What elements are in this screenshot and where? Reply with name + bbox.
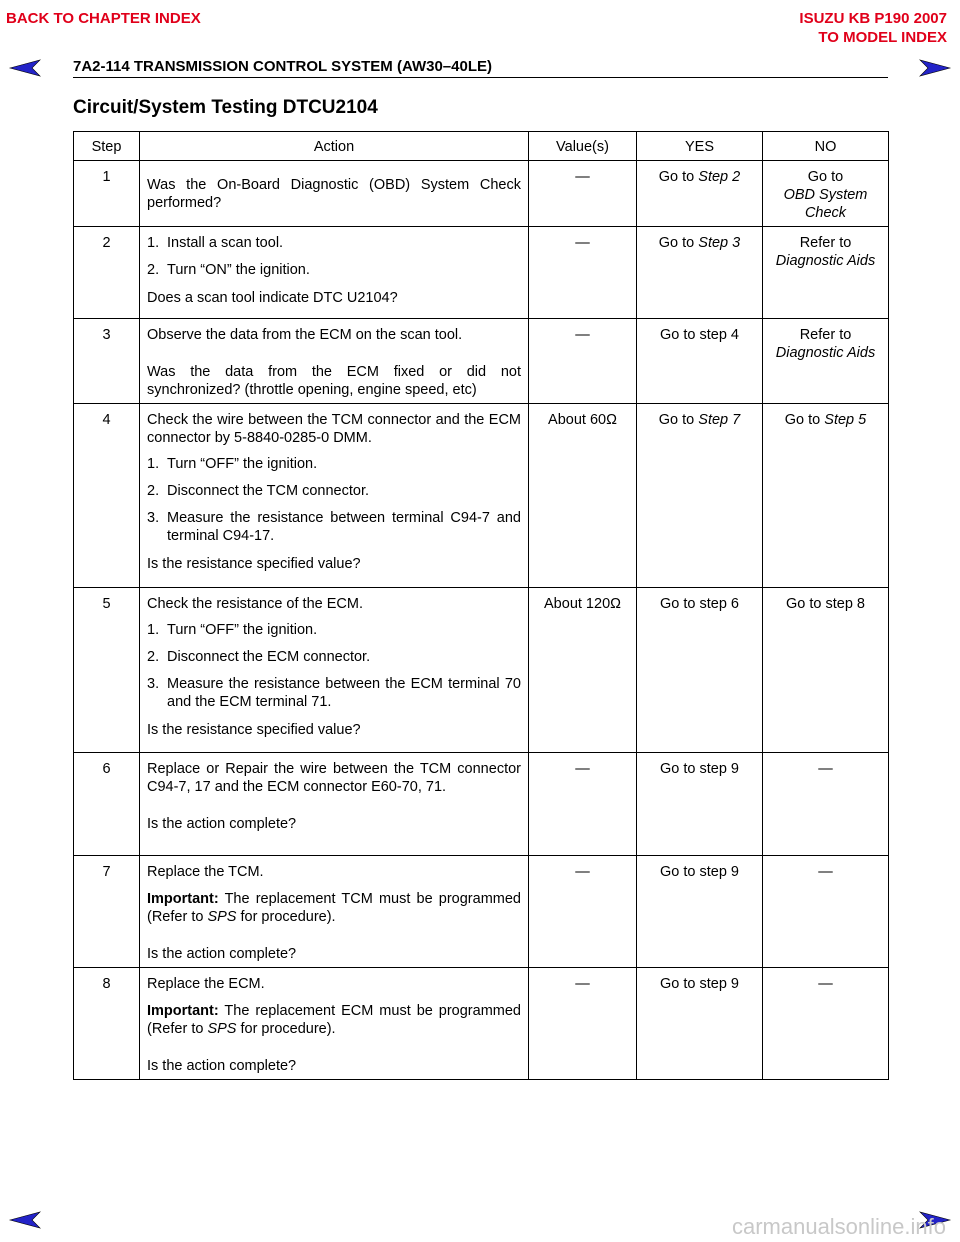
no-cell: — xyxy=(763,856,889,968)
action-question: Is the action complete? xyxy=(147,1058,297,1074)
yes-cell: Go to step 6 xyxy=(637,588,763,753)
value-cell: — xyxy=(529,968,637,1080)
list-item: 1. Turn “OFF” the ignition. xyxy=(147,622,318,638)
action-text: Replace the ECM. xyxy=(147,976,265,992)
no-cell: Refer to Diagnostic Aids xyxy=(763,319,889,404)
no-cell: — xyxy=(763,968,889,1080)
step-number: 7 xyxy=(74,856,140,968)
step-number: 8 xyxy=(74,968,140,1080)
action-list xyxy=(147,234,521,279)
action-text: Replace the TCM. xyxy=(147,864,264,880)
no-step-link: Step 5 xyxy=(824,412,867,428)
sps-reference: SPS xyxy=(207,1021,237,1037)
action-question: Does a scan tool indicate DTC U2104? xyxy=(147,290,398,306)
action-text: Was the On-Board Diagnostic (OBD) System Check performed? xyxy=(147,177,521,211)
action-text: Observe the data from the ECM on the scan tool. xyxy=(147,327,463,343)
table-row xyxy=(74,161,889,227)
yes-step-link: Step 3 xyxy=(698,235,741,251)
yes-cell: Go to step 4 xyxy=(637,319,763,404)
action-cell xyxy=(140,404,529,588)
sps-reference: SPS xyxy=(207,909,237,925)
value-cell: About 120Ω xyxy=(529,588,637,753)
list-item: 1. Turn “OFF” the ignition. xyxy=(147,456,318,472)
no-reference: Diagnostic Aids xyxy=(775,253,876,269)
watermark: carmanualsonline.info xyxy=(731,1214,946,1239)
header-action: Action xyxy=(140,132,529,161)
yes-cell: Go to step 9 xyxy=(637,968,763,1080)
list-item: 3. Measure the resistance between the ECM terminal 70 and the ECM terminal 71. xyxy=(147,676,521,710)
action-list xyxy=(147,621,521,711)
table-row xyxy=(74,968,889,1080)
important-label: Important: xyxy=(147,1003,219,1019)
step-number: 1 xyxy=(74,161,140,227)
table-row xyxy=(74,856,889,968)
step-number: 6 xyxy=(74,753,140,856)
yes-step-link: Step 7 xyxy=(698,412,741,428)
header-step: Step xyxy=(74,132,140,161)
yes-step-link: Step 2 xyxy=(698,169,741,185)
action-text: Check the resistance of the ECM. xyxy=(147,596,363,612)
table-row xyxy=(74,319,889,404)
yes-cell: Go to step 9 xyxy=(637,856,763,968)
action-text: Replace or Repair the wire between the TCM connector C94-7, 17 and the ECM connector E60-70, 71. xyxy=(147,761,521,795)
action-cell xyxy=(140,968,529,1080)
no-cell: Go to step 8 xyxy=(763,588,889,753)
no-prefix: Go to xyxy=(807,169,844,185)
yes-prefix: Go to xyxy=(658,169,699,185)
value-cell: — xyxy=(529,753,637,856)
header-yes: YES xyxy=(637,132,763,161)
step-number: 3 xyxy=(74,319,140,404)
no-cell: Go to Step 5 xyxy=(763,404,889,588)
action-question: Is the resistance specified value? xyxy=(147,556,361,572)
back-to-chapter-index-link[interactable]: BACK TO CHAPTER INDEX xyxy=(6,10,201,27)
model-title-link[interactable]: ISUZU KB P190 2007 xyxy=(799,10,947,27)
table-header-row xyxy=(74,132,889,161)
action-cell xyxy=(140,753,529,856)
step-number: 5 xyxy=(74,588,140,753)
value-cell: — xyxy=(529,227,637,319)
important-label: Important: xyxy=(147,891,219,907)
value-cell: About 60Ω xyxy=(529,404,637,588)
page-header: 7A2-114 TRANSMISSION CONTROL SYSTEM (AW30–40LE) xyxy=(73,58,492,75)
yes-cell: Go to Step 3 xyxy=(637,227,763,319)
important-note: Important: The replacement TCM must be programmed (Refer to SPS for procedure). xyxy=(147,891,521,925)
list-item: 2. Disconnect the ECM connector. xyxy=(147,649,371,665)
next-page-arrow-icon[interactable] xyxy=(918,58,952,78)
table-row xyxy=(74,227,889,319)
header-divider xyxy=(73,77,888,78)
action-list xyxy=(147,455,521,545)
action-question: Was the data from the ECM fixed or did not synchronized? (throttle opening, engine speed, etc) xyxy=(147,364,521,398)
action-question: Is the resistance specified value? xyxy=(147,722,361,738)
table-row xyxy=(74,404,889,588)
no-reference: Diagnostic Aids xyxy=(775,345,876,361)
value-cell: — xyxy=(529,856,637,968)
previous-page-arrow-icon-bottom[interactable] xyxy=(8,1210,42,1230)
step-number: 4 xyxy=(74,404,140,588)
action-cell xyxy=(140,588,529,753)
no-cell xyxy=(763,161,889,227)
diagnostic-table xyxy=(73,131,889,1080)
previous-page-arrow-icon[interactable] xyxy=(8,58,42,78)
action-cell xyxy=(140,161,529,227)
step-number: 2 xyxy=(74,227,140,319)
list-item: 2. Turn “ON” the ignition. xyxy=(147,262,310,278)
list-item: 1. Install a scan tool. xyxy=(147,235,284,251)
section-title: Circuit/System Testing DTCU2104 xyxy=(73,97,378,118)
table-row xyxy=(74,588,889,753)
value-cell: — xyxy=(529,161,637,227)
list-item: 2. Disconnect the TCM connector. xyxy=(147,483,370,499)
action-text: Check the wire between the TCM connector and the ECM connector by 5-8840-0285-0 DMM. xyxy=(147,412,521,446)
action-question: Is the action complete? xyxy=(147,816,297,832)
header-no: NO xyxy=(763,132,889,161)
no-reference: OBD System Check xyxy=(783,187,868,221)
no-cell: Refer to Diagnostic Aids xyxy=(763,227,889,319)
action-cell xyxy=(140,856,529,968)
important-note: Important: The replacement ECM must be programmed (Refer to SPS for procedure). xyxy=(147,1003,521,1037)
yes-cell: Go to Step 7 xyxy=(637,404,763,588)
list-item: 3. Measure the resistance between terminal C94-7 and terminal C94-17. xyxy=(147,510,521,544)
header-values: Value(s) xyxy=(529,132,637,161)
yes-cell xyxy=(637,161,763,227)
action-cell xyxy=(140,227,529,319)
action-question: Is the action complete? xyxy=(147,946,297,962)
model-index-link[interactable]: TO MODEL INDEX xyxy=(818,29,947,46)
table-row xyxy=(74,753,889,856)
yes-cell: Go to step 9 xyxy=(637,753,763,856)
no-cell: — xyxy=(763,753,889,856)
value-cell: — xyxy=(529,319,637,404)
action-cell xyxy=(140,319,529,404)
